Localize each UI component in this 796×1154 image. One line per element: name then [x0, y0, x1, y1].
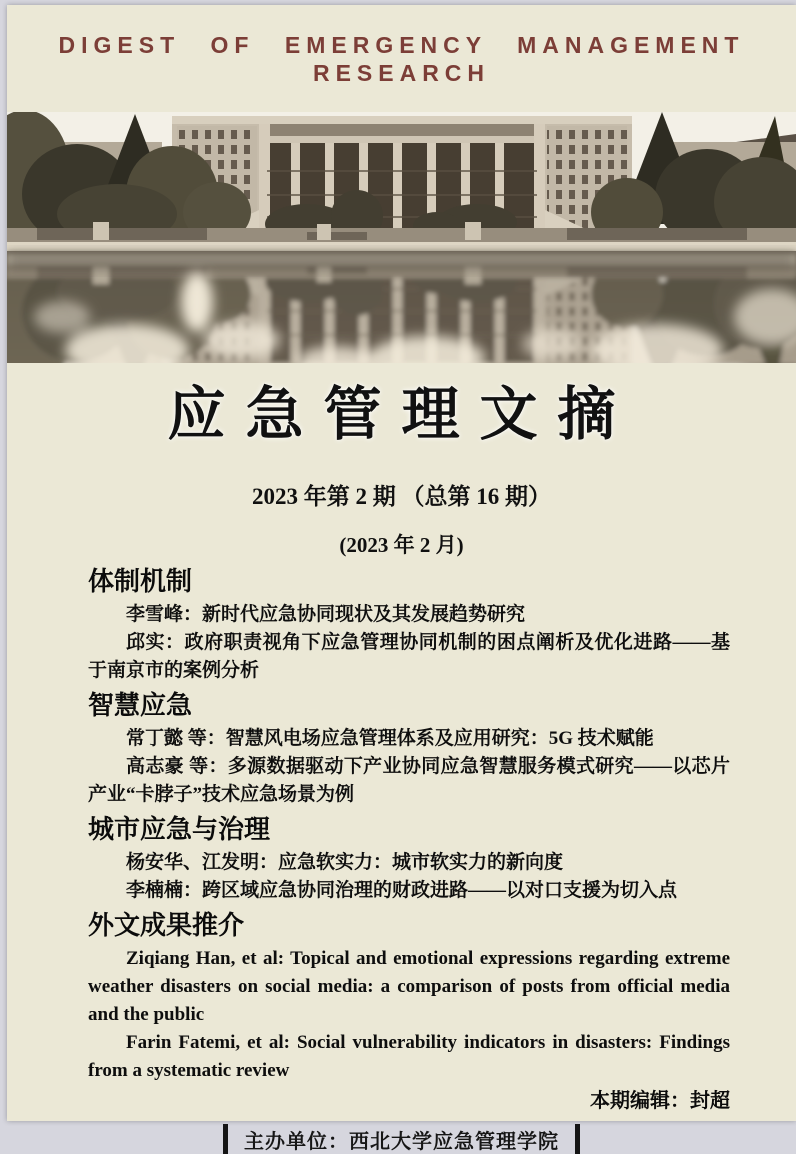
article-entry: 高志豪 等：多源数据驱动下产业协同应急智慧服务模式研究——以芯片产业“卡脖子”技术应急场景为例 [88, 756, 730, 805]
section-heading-institutional: 体制机制 [88, 566, 193, 596]
section-heading-urban-governance: 城市应急与治理 [88, 814, 271, 844]
issue-date-line: (2023 年 2 月) [339, 533, 464, 557]
campus-photo-illustration [7, 112, 796, 363]
issue-editor-line: 本期编辑：封超 [590, 1090, 730, 1112]
article-entry: 常丁懿 等：智慧风电场应急管理体系及应用研究：5G 技术赋能 [126, 728, 654, 749]
article-entry: Ziqiang Han, et al: Topical and emotional expressions regarding extreme weather disasters on social media: a comparison of posts from official media and the public [88, 948, 730, 1025]
campus-photo [7, 112, 796, 363]
article-entry: 邱实：政府职责视角下应急管理协同机制的困点阐析及优化进路——基于南京市的案例分析 [88, 632, 730, 681]
organizer-text: 主办单位：西北大学应急管理学院 [244, 1130, 559, 1153]
organizer-footer [7, 1124, 796, 1154]
section-heading-smart-emergency: 智慧应急 [88, 690, 193, 720]
section-heading-foreign-results: 外文成果推介 [88, 910, 245, 940]
cover-page [7, 5, 796, 1153]
masthead-title: DIGEST OF EMERGENCY MANAGEMENT RESEARCH [58, 32, 745, 86]
article-entry: 杨安华、江发明：应急软实力：城市软实力的新向度 [126, 852, 564, 873]
table-of-contents [7, 565, 796, 1085]
article-entry: 李楠楠：跨区域应急协同治理的财政进路——以对口支援为切入点 [126, 880, 678, 901]
footer-bar-left-icon [223, 1124, 228, 1154]
issue-number-line: 2023 年第 2 期 （总第 16 期） [252, 484, 551, 509]
article-entry: 李雪峰：新时代应急协同现状及其发展趋势研究 [126, 604, 526, 625]
journal-title-calligraphy: 应急管理文摘 [167, 380, 636, 448]
footer-bar-right-icon [575, 1124, 580, 1154]
article-entry: Farin Fatemi, et al: Social vulnerability indicators in disasters: Findings from a systematic review [88, 1032, 730, 1081]
